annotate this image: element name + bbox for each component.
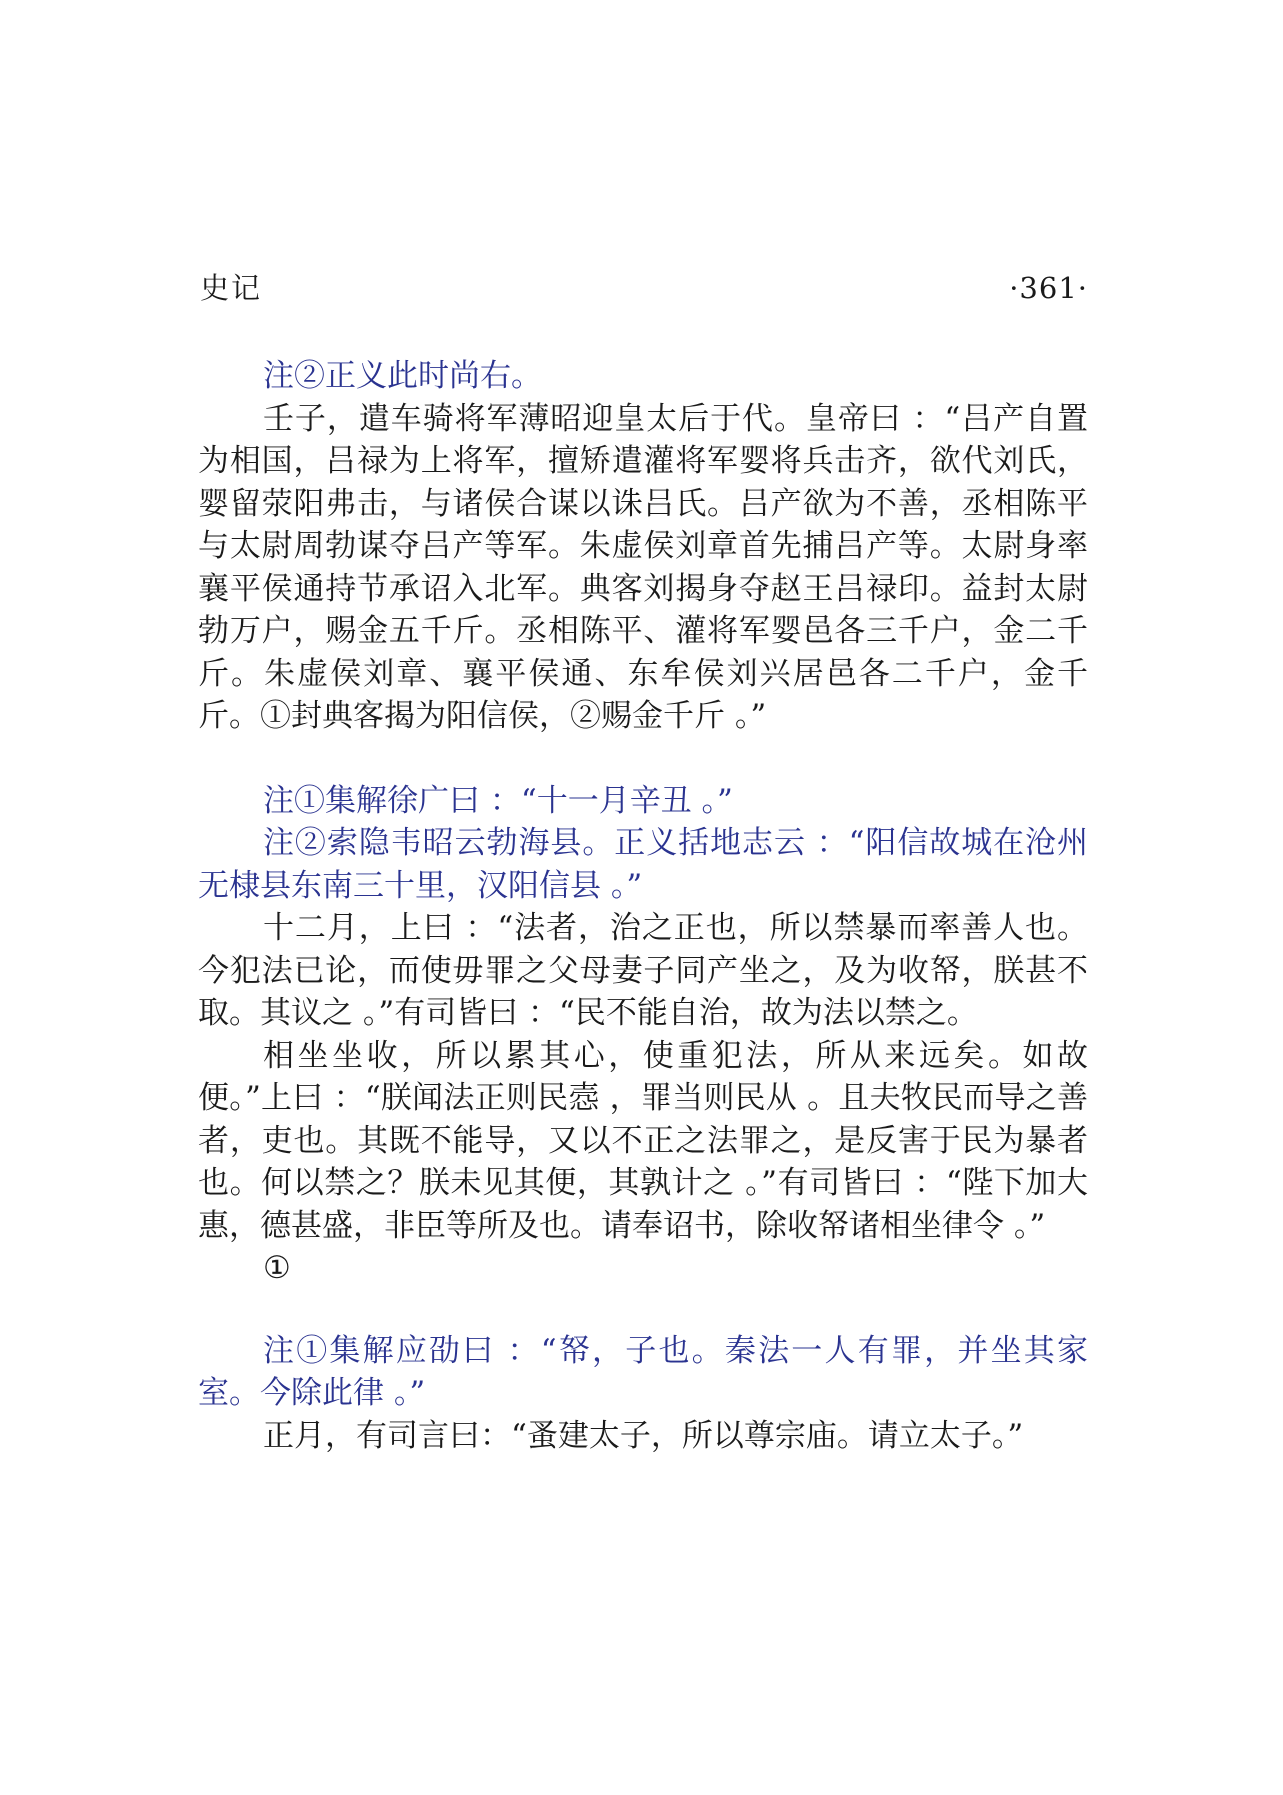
page-content [198,355,1088,1457]
body-paragraph: 壬子，遣车骑将军薄昭迎皇太后于代。皇帝曰 ：“吕产自置为相国，吕禄为上将军，擅矫遣灌将军婴将兵击齐，欲代刘氏，婴留荥阳弗击，与诸侯合谋以诛吕氏。吕产欲为不善，丞相陈平与太尉周勃谋夺吕产等军。朱虚侯刘章首先捕吕产等。太尉身率襄平侯通持节承诏入北军。典客刘揭身夺赵王吕禄印。益封太尉勃万户，赐金五千斤。丞相陈平、灌将军婴邑各三千户，金二千斤。朱虚侯刘章、襄平侯通、东牟侯刘兴居邑各二千户，金千斤。①封典客揭为阳信侯，②赐金千斤 。” [198,400,1088,734]
note-paragraph: 注②正义此时尚右。 [263,358,542,394]
note-paragraph: 注②索隐韦昭云勃海县。正义括地志云 ：“阳信故城在沧州无棣县东南三十里，汉阳信县 。” [198,825,1088,904]
footnote-marker: ① [263,1250,291,1286]
note-paragraph: 注①集解应劭曰 ：“帑，子也。秦法一人有罪，并坐其家室。今除此律 。” [198,1332,1088,1411]
body-paragraph: 正月，有司言曰：“蚤建太子，所以尊宗庙。请立太子。” [263,1417,1024,1454]
running-title: 史记 [200,271,263,305]
page-number: ·361· [1009,271,1088,305]
page-header [200,268,1088,308]
body-paragraph: 十二月，上曰 ：“法者，治之正也，所以禁暴而率善人也。今犯法已论，而使毋罪之父母妻子同产坐之，及为收帑，朕甚不取。其议之 。”有司皆曰 ：“民不能自治，故为法以禁之。 [198,910,1088,1031]
note-paragraph: 注①集解徐广曰 ：“十一月辛丑 。” [263,782,733,819]
body-paragraph: 相坐坐收，所以累其心，使重犯法，所从来远矣。如故便。”上曰 ：“朕闻法正则民悫 ，罪当则民从 。且夫牧民而导之善者，吏也。其既不能导，又以不正之法罪之，是反害于民为暴者也。何以禁之？朕未见其便，其孰计之 。”有司皆曰 ：“陛下加大惠，德甚盛，非臣等所及也。请奉诏书，除收帑诸相坐律令 。” [198,1037,1088,1244]
